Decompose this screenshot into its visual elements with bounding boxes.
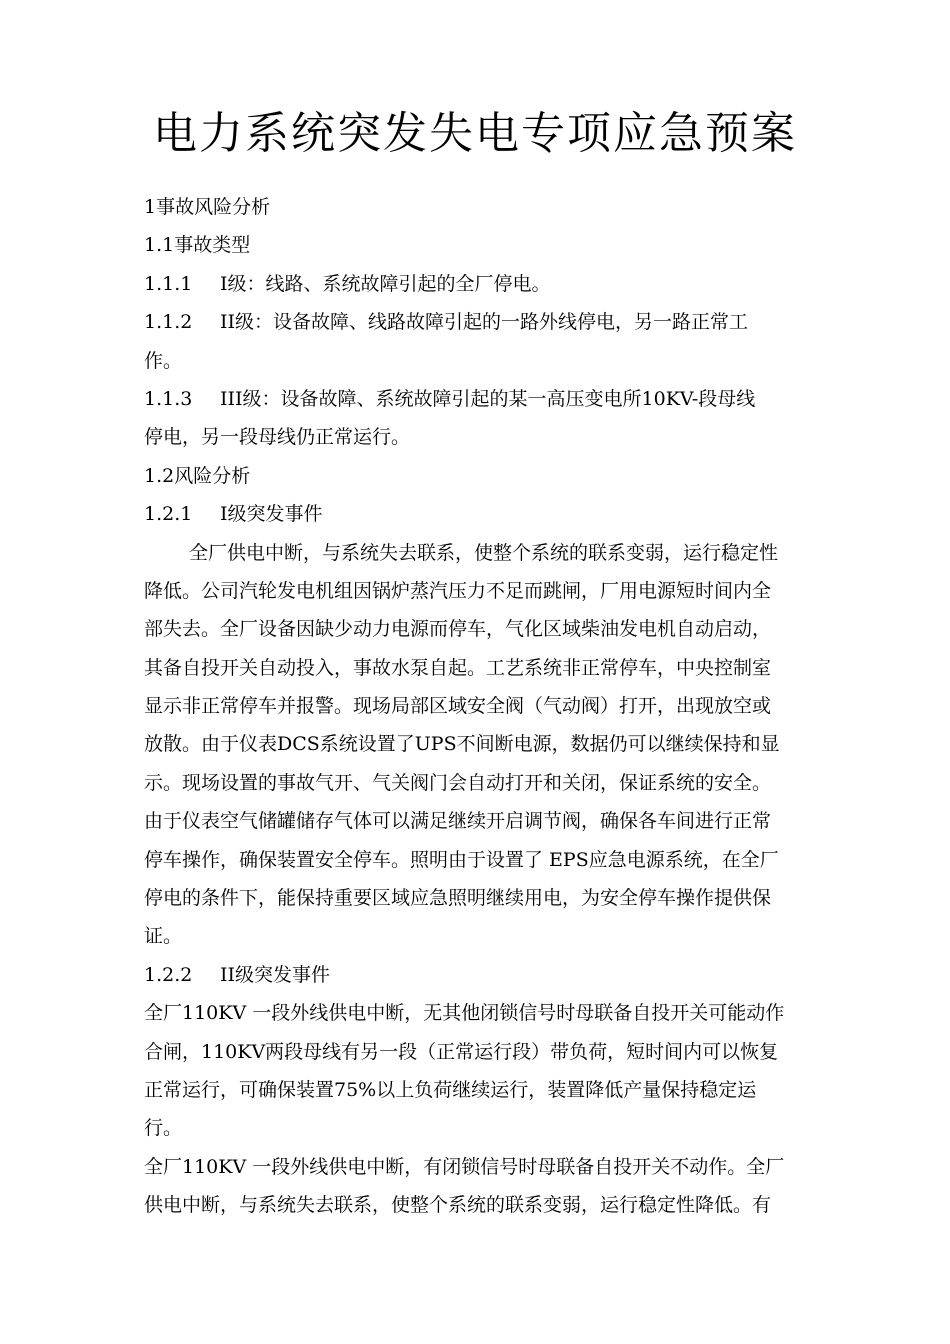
line-text: 降低。公司汽轮发电机组因锅炉蒸汽压力不足而跳闸，厂用电源短时间内全 [144, 579, 772, 602]
section-number: 1.1.3 [144, 387, 193, 410]
paragraph-line [144, 994, 820, 1032]
paragraph-line [144, 226, 820, 264]
line-text: II级：设备故障、线路故障引起的一路外线停电，另一路正常工 [220, 311, 749, 334]
paragraph-line [144, 841, 820, 879]
line-text: 停车操作，确保装置安全停车。照明由于设置了 EPS应急电源系统，在全厂 [144, 848, 779, 871]
line-text: 合闸，110KV两段母线有另一段（正常运行段）带负荷，短时间内可以恢复 [144, 1040, 779, 1063]
paragraph-line [144, 418, 820, 456]
section-number: 1.2.1 [144, 503, 193, 526]
paragraph-line [144, 495, 820, 533]
section-number: 1.2.2 [144, 963, 193, 986]
paragraph-line [144, 1186, 820, 1224]
line-text: 全厂110KV 一段外线供电中断，有闭锁信号时母联备自投开关不动作。全厂 [144, 1155, 785, 1178]
line-text: I级突发事件 [220, 503, 323, 526]
paragraph-line [144, 725, 820, 763]
line-text: 证。 [144, 925, 183, 948]
paragraph-line [144, 380, 820, 418]
paragraph-line [144, 956, 820, 994]
paragraph-line [144, 1109, 820, 1147]
paragraph-line [144, 1071, 820, 1109]
paragraph-line [144, 457, 820, 495]
paragraph-line [144, 1033, 820, 1071]
line-text: 放散。由于仪表DCS系统设置了UPS不间断电源，数据仍可以继续保持和显 [144, 733, 780, 756]
paragraph-line [144, 687, 820, 725]
document-title: 电力系统突发失电专项应急预案 [153, 108, 797, 159]
paragraph-line [144, 572, 820, 610]
line-text: 其备自投开关自动投入，事故水泵自起。工艺系统非正常停车，中央控制室 [144, 656, 772, 679]
line-text: 由于仪表空气储罐储存气体可以满足继续开启调节阀，确保各车间进行正常 [144, 810, 772, 833]
line-text: 部失去。全厂设备因缺少动力电源而停车，气化区域柴油发电机自动启动， [144, 618, 772, 641]
line-text: 1.2风险分析 [144, 464, 251, 487]
paragraph-line [144, 1148, 820, 1186]
document-body [144, 188, 820, 1225]
line-text: 全厂供电中断，与系统失去联系，使整个系统的联系变弱，运行稳定性 [189, 541, 779, 564]
paragraph-line [144, 649, 820, 687]
section-number: 1.1.2 [144, 311, 193, 334]
line-text: 停电，另一段母线仍正常运行。 [144, 426, 411, 449]
paragraph-line [144, 917, 820, 955]
paragraph-line [144, 265, 820, 303]
line-text: III级：设备故障、系统故障引起的某一高压变电所10KV-段母线 [220, 387, 756, 410]
line-text: 行。 [144, 1117, 183, 1140]
line-text: 正常运行，可确保装置75%以上负荷继续运行，装置降低产量保持稳定运 [144, 1078, 757, 1101]
line-text: 全厂110KV 一段外线供电中断，无其他闭锁信号时母联备自投开关可能动作 [144, 1002, 785, 1025]
paragraph-line [144, 802, 820, 840]
line-text: 示。现场设置的事故气开、气关阀门会自动打开和关闭，保证系统的安全。 [144, 771, 772, 794]
line-text: 显示非正常停车并报警。现场局部区域安全阀（气动阀）打开，出现放空或 [144, 695, 772, 718]
line-text: 作。 [144, 349, 183, 372]
paragraph-line [144, 610, 820, 648]
line-text: II级突发事件 [220, 963, 331, 986]
paragraph-line [144, 879, 820, 917]
paragraph-line [144, 303, 820, 341]
line-text: 供电中断，与系统失去联系，使整个系统的联系变弱，运行稳定性降低。有 [144, 1194, 772, 1217]
section-number: 1.1.1 [144, 272, 193, 295]
paragraph-line [144, 188, 820, 226]
paragraph-line [144, 764, 820, 802]
line-text: 停电的条件下，能保持重要区域应急照明继续用电，为安全停车操作提供保 [144, 887, 772, 910]
paragraph-line [144, 342, 820, 380]
paragraph-line [144, 534, 820, 572]
line-text: 1.1事故类型 [144, 234, 251, 257]
line-text: I级：线路、系统故障引起的全厂停电。 [220, 272, 551, 295]
line-text: 1事故风险分析 [144, 196, 271, 218]
